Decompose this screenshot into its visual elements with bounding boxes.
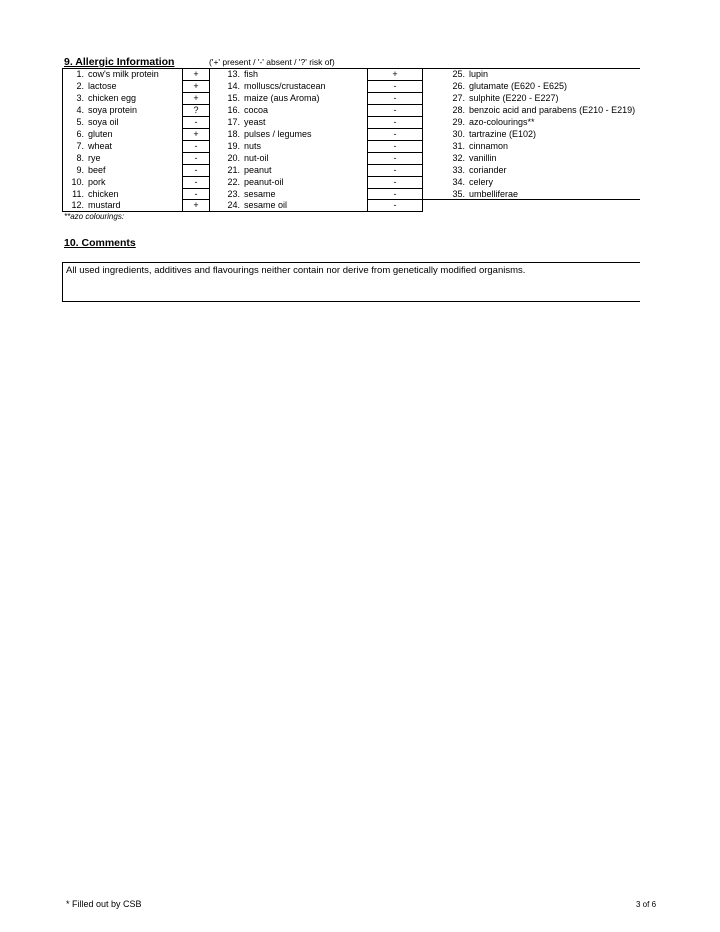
allergen-name: nuts xyxy=(244,140,262,151)
allergen-number: 28. xyxy=(452,104,465,115)
allergen-number: 31. xyxy=(452,140,465,151)
allergen-name: sulphite (E220 - E227) xyxy=(469,92,559,103)
allergen-status: + xyxy=(193,92,199,103)
allergen-status: - xyxy=(393,104,397,115)
allergen-number: 19. xyxy=(227,140,240,151)
allergen-number: 13. xyxy=(227,69,240,79)
allergen-status: - xyxy=(393,92,397,103)
allergen-name: nut-oil xyxy=(244,152,269,163)
allergen-number: 11. xyxy=(72,188,84,199)
allergen-name: soya oil xyxy=(88,116,119,127)
allergen-number: 22. xyxy=(227,176,240,187)
allergen-status: - xyxy=(194,188,198,199)
allergen-name: lupin xyxy=(469,69,489,79)
allergen-status: + xyxy=(193,69,199,79)
allergen-name: sesame oil xyxy=(244,200,288,211)
allergen-number: 14. xyxy=(227,80,240,91)
allergen-number: 6. xyxy=(76,128,84,139)
allergen-number: 12. xyxy=(71,200,84,211)
allergen-name: chicken xyxy=(88,188,119,199)
allergen-name: fish xyxy=(244,69,259,79)
allergen-status: - xyxy=(194,164,198,175)
allergen-status: - xyxy=(194,176,198,187)
allergen-number: 35. xyxy=(452,188,465,199)
allergen-name: coriander xyxy=(469,164,507,175)
allergen-name: mustard xyxy=(88,200,121,211)
allergen-number: 27. xyxy=(452,92,465,103)
allergen-status: - xyxy=(393,164,397,175)
allergen-status: + xyxy=(193,200,199,211)
allergen-name: glutamate (E620 - E625) xyxy=(469,80,568,91)
section-9-title: 9. Allergic Information xyxy=(64,56,175,68)
allergen-status: - xyxy=(393,116,397,127)
allergen-number: 29. xyxy=(452,116,465,127)
allergen-number: 32. xyxy=(452,152,465,163)
allergen-name: chicken egg xyxy=(88,92,137,103)
allergen-number: 30. xyxy=(452,128,465,139)
allergen-number: 17. xyxy=(227,116,240,127)
allergen-status: + xyxy=(392,69,398,79)
allergen-name: pork xyxy=(88,176,106,187)
allergen-number: 15. xyxy=(227,92,240,103)
allergen-name: gluten xyxy=(88,128,113,139)
allergen-number: 26. xyxy=(452,80,465,91)
allergen-number: 4. xyxy=(76,104,84,115)
allergen-status: - xyxy=(393,200,397,211)
section-10-title: 10. Comments xyxy=(64,237,136,249)
allergen-name: umbelliferae xyxy=(469,188,519,199)
allergen-name: benzoic acid and parabens (E210 - E219) xyxy=(469,104,636,115)
allergen-name: rye xyxy=(88,152,101,163)
footer-note: * Filled out by CSB xyxy=(66,899,142,909)
allergen-number: 18. xyxy=(227,128,240,139)
allergen-name: maize (aus Aroma) xyxy=(244,92,320,103)
allergen-name: lactose xyxy=(88,80,117,91)
allergen-status: - xyxy=(393,152,397,163)
allergen-status: - xyxy=(194,152,198,163)
allergen-number: 16. xyxy=(227,104,240,115)
allergen-number: 10. xyxy=(71,176,84,187)
allergen-number: 20. xyxy=(227,152,240,163)
allergen-status: - xyxy=(393,140,397,151)
allergen-name: sesame xyxy=(244,188,276,199)
allergen-name: pulses / legumes xyxy=(244,128,312,139)
allergen-name: cinnamon xyxy=(469,140,509,151)
allergen-number: 2. xyxy=(76,80,84,91)
allergen-number: 33. xyxy=(452,164,465,175)
allergen-name: peanut xyxy=(244,164,272,175)
comments-text: All used ingredients, additives and flavourings neither contain nor derive from genetically modified organisms. xyxy=(66,265,526,276)
allergen-status: - xyxy=(393,188,397,199)
allergen-number: 1. xyxy=(76,69,84,79)
allergen-status: + xyxy=(193,128,199,139)
allergen-status: - xyxy=(194,140,198,151)
allergen-number: 24. xyxy=(227,200,240,211)
allergen-name: tartrazine (E102) xyxy=(469,128,537,139)
allergen-status: + xyxy=(193,80,199,91)
allergen-name: azo-colourings** xyxy=(469,116,535,127)
allergen-number: 5. xyxy=(76,116,84,127)
allergen-status: - xyxy=(393,80,397,91)
allergen-status: - xyxy=(194,116,198,127)
allergen-number: 7. xyxy=(76,140,84,151)
comments-box xyxy=(62,262,640,302)
allergen-name: cow's milk protein xyxy=(88,69,159,79)
allergen-name: yeast xyxy=(244,116,266,127)
allergen-name: peanut-oil xyxy=(244,176,284,187)
allergen-name: vanillin xyxy=(469,152,497,163)
allergen-legend: ('+' present / '-' absent / '?' risk of) xyxy=(209,57,335,67)
allergen-name: beef xyxy=(88,164,106,175)
allergen-name: cocoa xyxy=(244,104,269,115)
allergen-name: wheat xyxy=(88,140,113,151)
allergen-status: - xyxy=(393,176,397,187)
allergen-number: 34. xyxy=(452,176,465,187)
allergen-name: molluscs/crustacean xyxy=(244,80,326,91)
allergen-number: 25. xyxy=(452,69,465,79)
allergen-name: celery xyxy=(469,176,494,187)
allergen-status: - xyxy=(393,128,397,139)
allergen-number: 23. xyxy=(227,188,240,199)
allergen-name: soya protein xyxy=(88,104,138,115)
page-number: 3 of 6 xyxy=(636,900,657,909)
allergen-number: 9. xyxy=(76,164,84,175)
azo-footnote: **azo colourings: xyxy=(64,212,125,221)
allergen-number: 21. xyxy=(227,164,240,175)
allergen-status: ? xyxy=(193,104,199,115)
allergen-number: 8. xyxy=(76,152,84,163)
allergen-number: 3. xyxy=(76,92,84,103)
